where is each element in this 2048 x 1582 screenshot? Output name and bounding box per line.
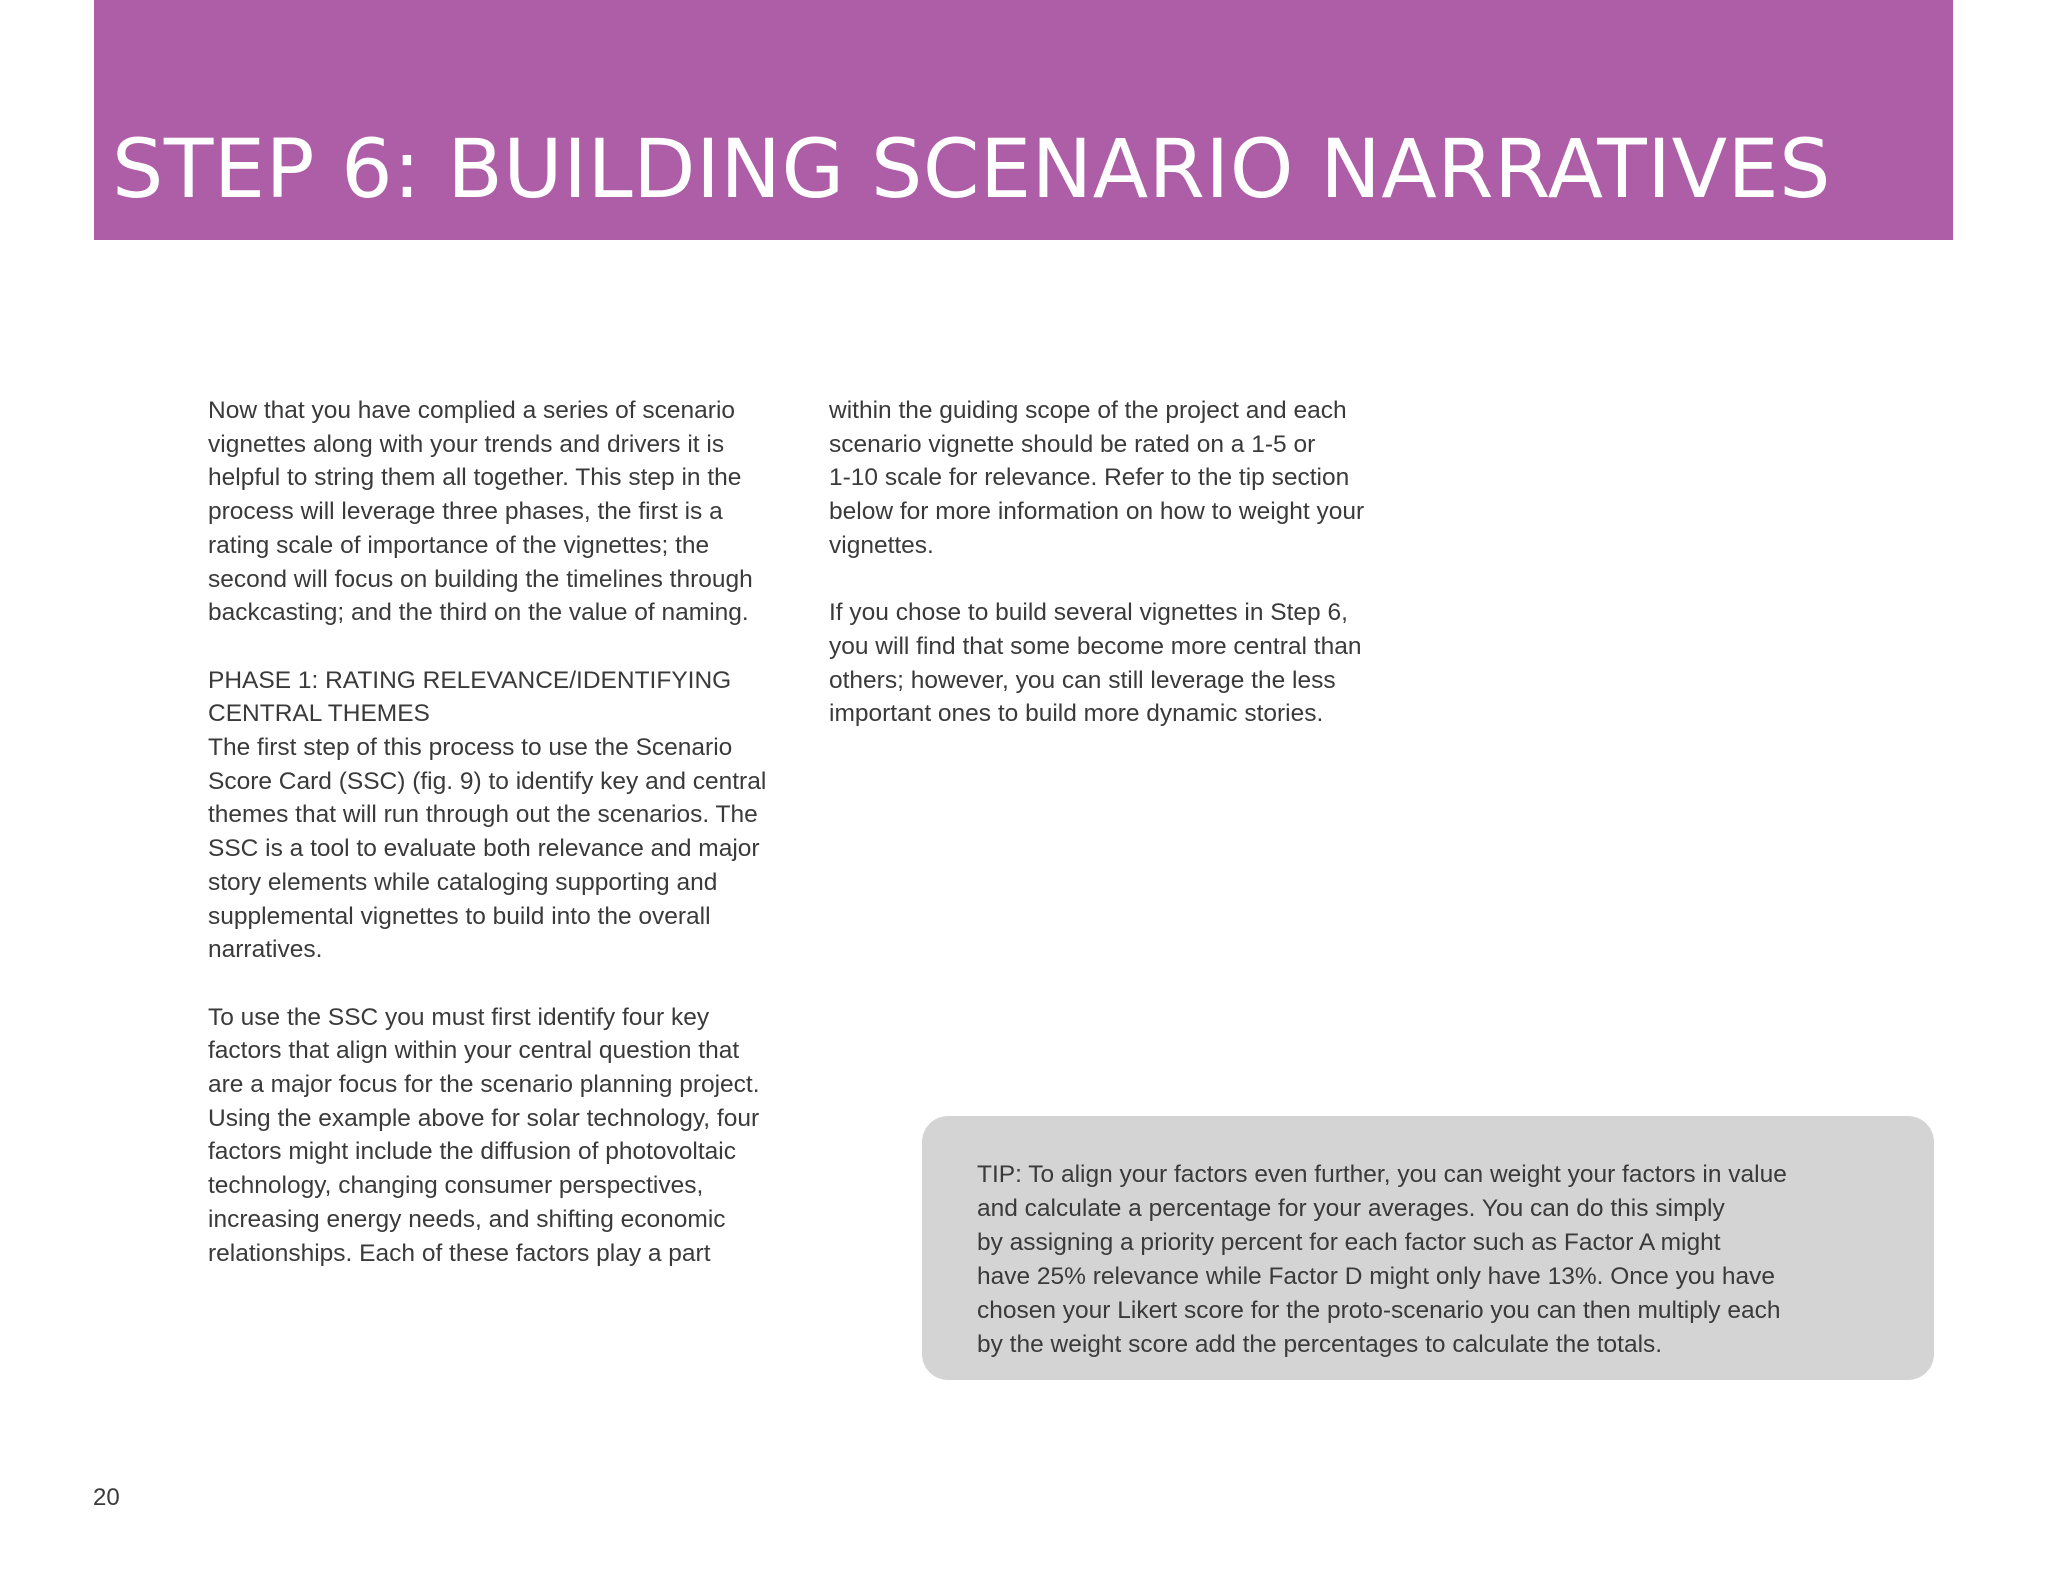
continuation-paragraph: within the guiding scope of the project and each scenario vignette should be rated on a 1-5 or 1-10 scale for relevance. Refer to the tip section below for more information on how to weight your vignettes. [829,397,1365,559]
tip-text: TIP: To align your factors even further, you can weight your factors in value and calculate a percentage for your averages. You can do this simply by assigning a priority percent for each factor such as Factor A might have 25% relevance while Factor D might only have 13%. Once you have chosen your Likert score for the proto-scenario you can then multiply each by the weight score add the percentages to calculate the totals. [977,1161,1787,1358]
page-number: 20 [93,1484,120,1511]
ssc-usage-paragraph: To use the SSC you must first identify four key factors that align within your central question that are a major focus for the scenario planning project. Using the example above for solar technology, four factors might include the diffusion of photovoltaic technology, changing consumer perspectives, increasing energy needs, and shifting economic relationships. Each of these factors play a part [208,1003,760,1267]
tip-box [922,1116,1934,1380]
right-column [829,394,1429,765]
phase1-heading: PHASE 1: RATING RELEVANCE/IDENTIFYING CENTRAL THEMES [208,666,732,728]
intro-paragraph: Now that you have complied a series of scenario vignettes along with your trends and drivers it is helpful to string them all together. This step in the process will leverage three phases, the first is a rating scale of importance of the vignettes; the second will focus on building the timelines through backcasting; and the third on the value of naming. [208,397,753,627]
several-vignettes-paragraph: If you chose to build several vignettes in Step 6, you will find that some become more central than others; however, you can still leverage the less important ones to build more dynamic stories. [829,599,1362,728]
left-column [208,394,808,1304]
phase1-body-paragraph: The first step of this process to use the Scenario Score Card (SSC) (fig. 9) to identify key and central themes that will run through out the scenarios. The SSC is a tool to evaluate both relevance and major story elements while cataloging supporting and supplemental vignettes to build into the overall narratives. [208,734,767,964]
page-title: STEP 6: BUILDING SCENARIO NARRATIVES [112,123,1832,217]
